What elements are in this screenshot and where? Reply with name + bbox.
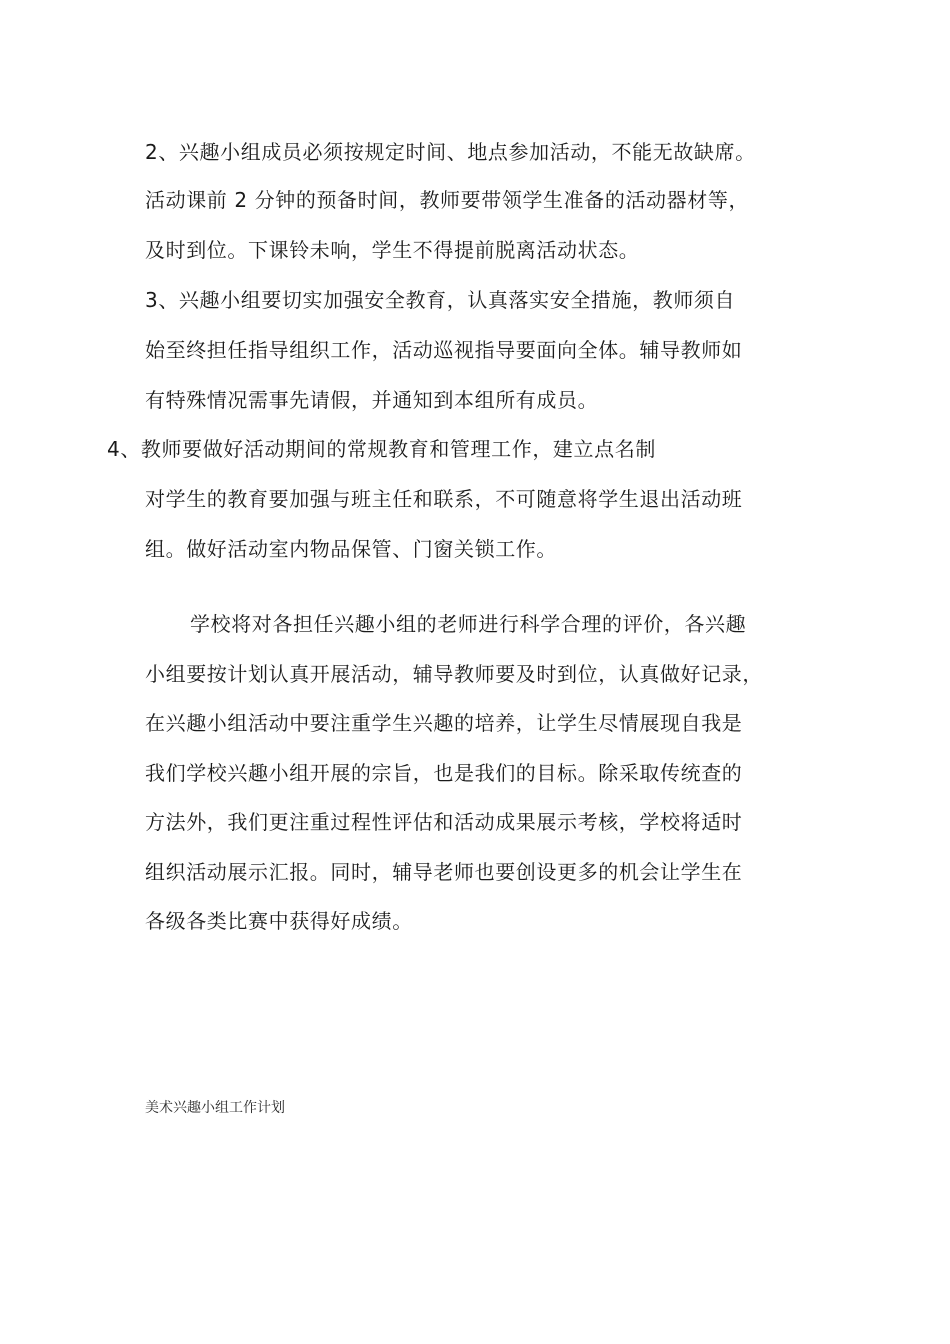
- evaluation-line-6: 组织活动展示汇报。同时，辅导老师也要创设更多的机会让学生在: [145, 860, 743, 884]
- evaluation-line-4: 我们学校兴趣小组开展的宗旨，也是我们的目标。除采取传统查的: [145, 761, 743, 785]
- rule-4-line-1: 4、教师要做好活动期间的常规教育和管理工作，建立点名制: [107, 437, 656, 461]
- rule-2-line-2: 活动课前 2 分钟的预备时间，教师要带领学生准备的活动器材等，: [145, 188, 750, 212]
- rule-2-line-3: 及时到位。下课铃未响，学生不得提前脱离活动状态。: [145, 238, 640, 262]
- rule-3-line-3: 有特殊情况需事先请假，并通知到本组所有成员。: [145, 388, 599, 412]
- rule-4-line-3: 组。做好活动室内物品保管、门窗关锁工作。: [145, 537, 557, 561]
- footer-title: 美术兴趣小组工作计划: [145, 1100, 285, 1116]
- rule-3-line-2: 始至终担任指导组织工作，活动巡视指导要面向全体。辅导教师如: [145, 338, 743, 362]
- rule-3-line-1: 3、兴趣小组要切实加强安全教育，认真落实安全措施，教师须自: [145, 288, 736, 312]
- evaluation-line-7: 各级各类比赛中获得好成绩。: [145, 909, 413, 933]
- evaluation-line-3: 在兴趣小组活动中要注重学生兴趣的培养，让学生尽情展现自我是: [145, 711, 743, 735]
- evaluation-line-2: 小组要按计划认真开展活动，辅导教师要及时到位，认真做好记录，: [145, 662, 763, 686]
- evaluation-line-5: 方法外，我们更注重过程性评估和活动成果展示考核，学校将适时: [145, 810, 743, 834]
- evaluation-line-1: 学校将对各担任兴趣小组的老师进行科学合理的评价，各兴趣: [190, 612, 747, 636]
- rule-4-line-2: 对学生的教育要加强与班主任和联系，不可随意将学生退出活动班: [145, 487, 743, 511]
- rule-2-line-1: 2、兴趣小组成员必须按规定时间、地点参加活动，不能无故缺席。: [145, 140, 756, 164]
